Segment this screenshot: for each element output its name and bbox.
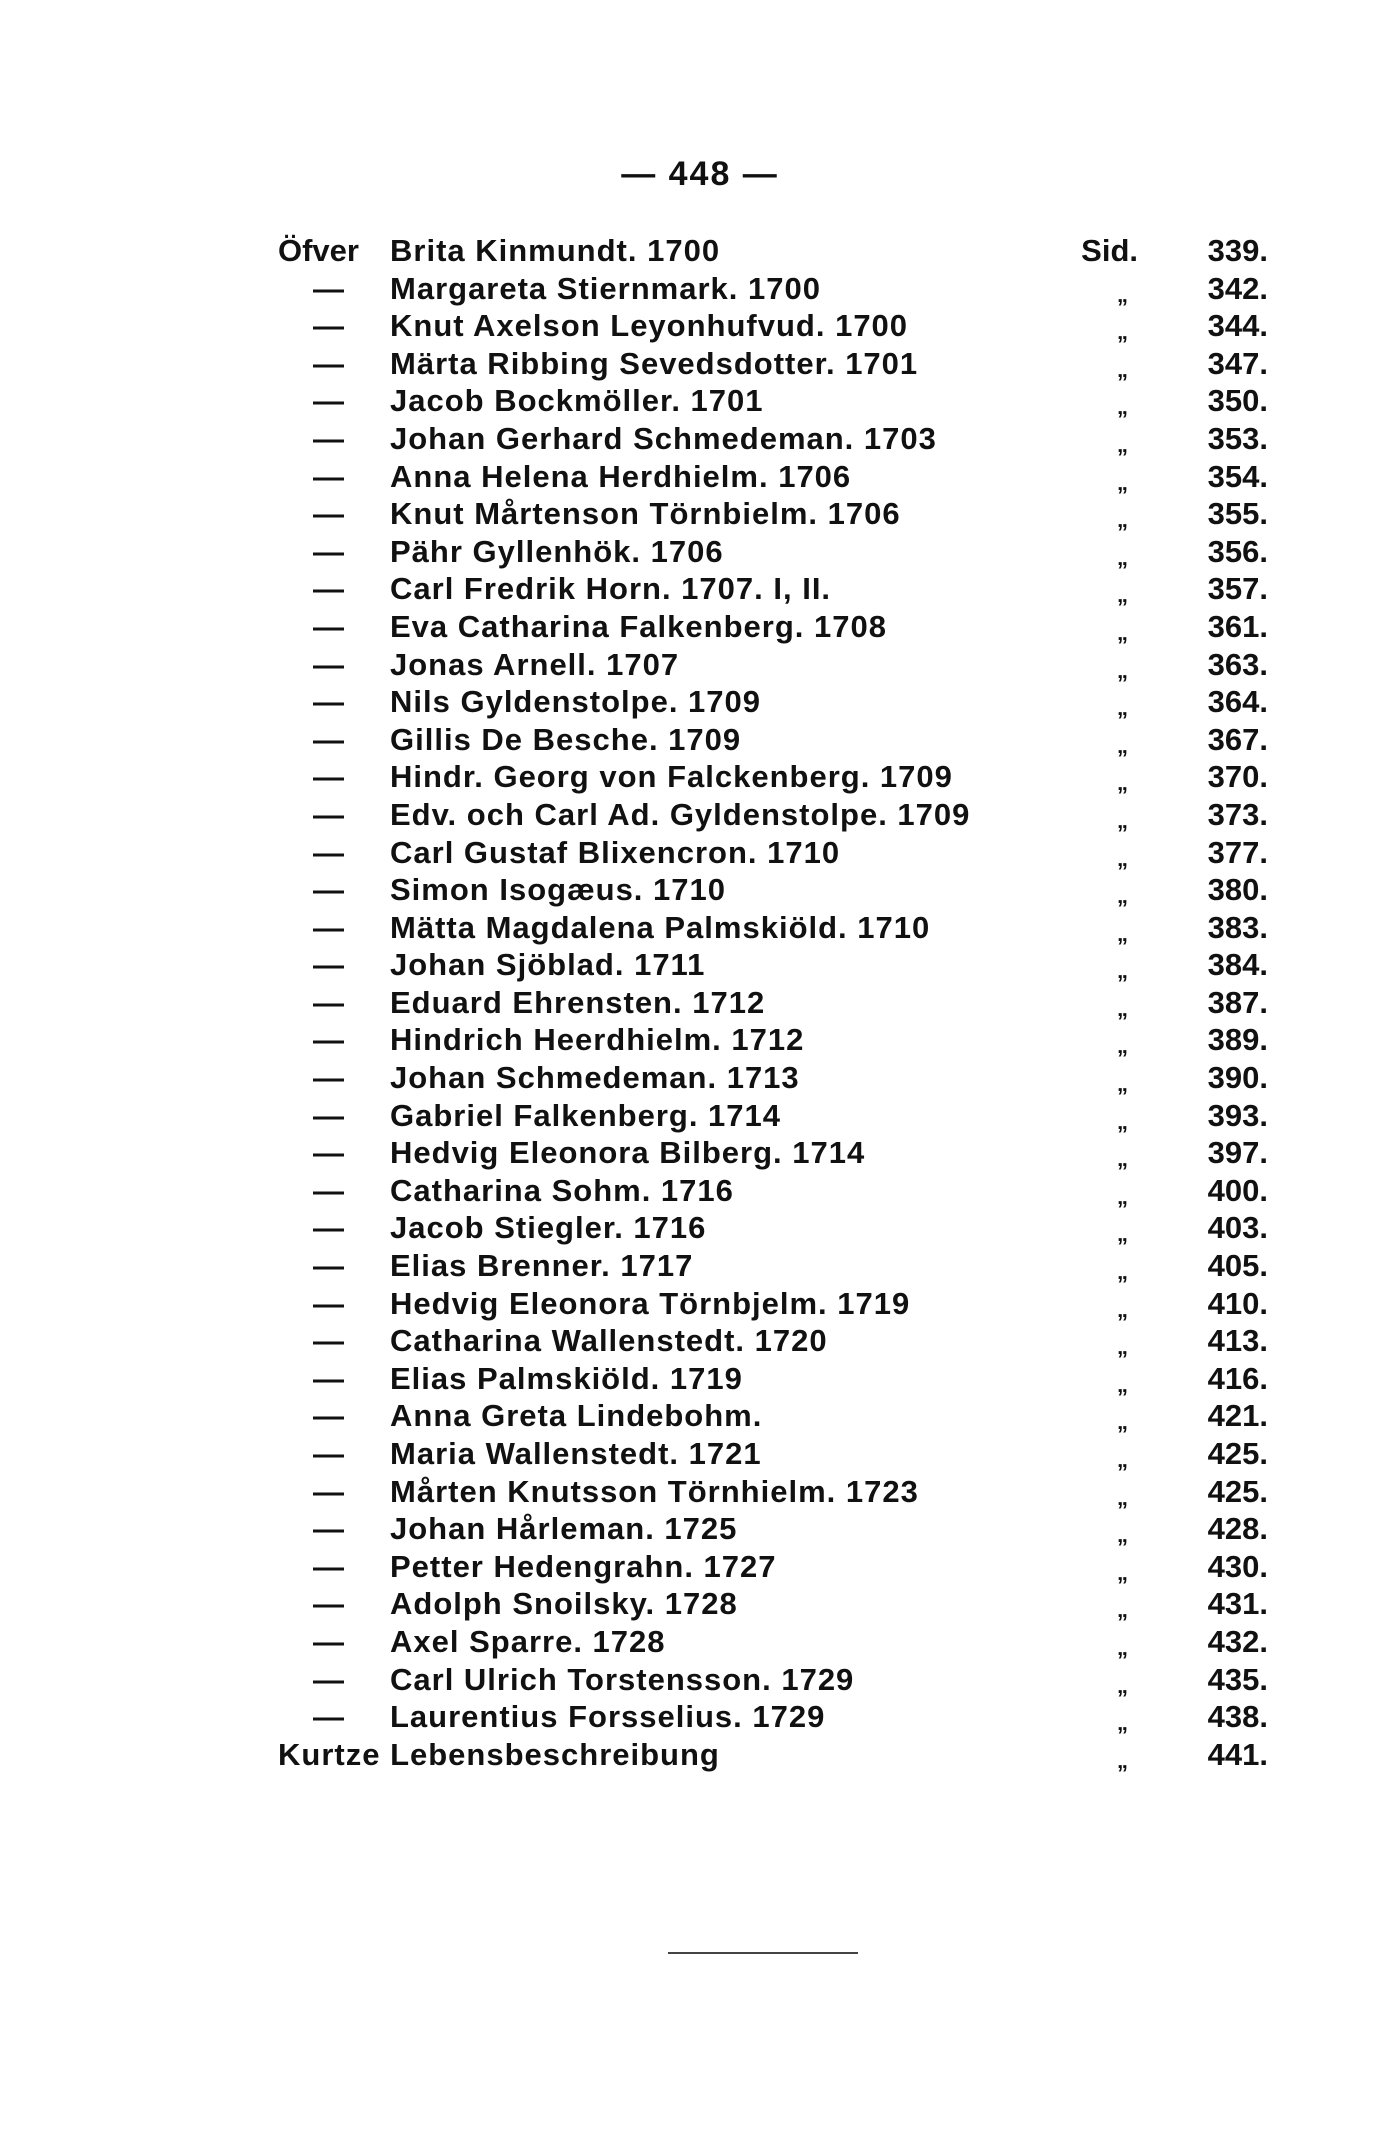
entry-prefix: —	[313, 834, 344, 870]
entry-page-number: 430.	[1207, 1548, 1268, 1584]
entry-page-number: 354.	[1207, 458, 1268, 494]
entry-prefix: —	[313, 872, 344, 908]
ditto-mark: „	[1117, 770, 1128, 796]
ditto-mark: „	[1117, 356, 1128, 382]
entry-page-number: 393.	[1207, 1097, 1268, 1133]
ditto-mark: „	[1117, 1296, 1128, 1322]
ditto-mark: „	[1117, 281, 1128, 307]
entry-prefix: —	[313, 345, 344, 381]
ditto-mark: „	[1117, 958, 1128, 984]
toc-entry	[278, 909, 1268, 947]
ditto-mark: „	[1117, 1409, 1128, 1435]
entry-name: Mätta Magdalena Palmskiöld. 1710	[390, 909, 931, 945]
entry-name: Eva Catharina Falkenberg. 1708	[390, 608, 887, 644]
entry-page-number: 438.	[1207, 1699, 1268, 1735]
ditto-mark: „	[1117, 1071, 1128, 1097]
ditto-mark: „	[1117, 1710, 1128, 1736]
sid-label: Sid.	[1081, 233, 1138, 268]
entry-name: Laurentius Forsselius. 1729	[390, 1699, 826, 1735]
entry-page-number: 390.	[1207, 1060, 1268, 1096]
ditto-mark: „	[1117, 807, 1128, 833]
entry-page-number: 413.	[1207, 1323, 1268, 1359]
entry-prefix: —	[313, 1623, 344, 1659]
toc-entry	[278, 984, 1268, 1022]
ditto-mark: „	[1117, 657, 1128, 683]
entry-name: Hedvig Eleonora Bilberg. 1714	[390, 1135, 866, 1171]
entry-prefix: —	[313, 1210, 344, 1246]
toc-entry	[278, 646, 1268, 684]
entry-name: Catharina Sohm. 1716	[390, 1172, 734, 1208]
toc-entry	[278, 721, 1268, 759]
ditto-mark: „	[1117, 619, 1128, 645]
entry-page-number: 397.	[1207, 1135, 1268, 1171]
entry-page-number: 400.	[1207, 1172, 1268, 1208]
entry-prefix: —	[313, 308, 344, 344]
entry-name: Carl Ulrich Torstensson. 1729	[390, 1661, 855, 1697]
entry-prefix: —	[313, 947, 344, 983]
ditto-mark: „	[1117, 1221, 1128, 1247]
toc-entry	[278, 1021, 1268, 1059]
entry-prefix: —	[313, 721, 344, 757]
ditto-mark: „	[1117, 1447, 1128, 1472]
entry-prefix: —	[313, 1248, 344, 1284]
ditto-mark: „	[1117, 582, 1128, 608]
entry-page-number: 342.	[1207, 270, 1268, 306]
toc-entry	[278, 1736, 1268, 1774]
entry-prefix: —	[313, 796, 344, 832]
ditto-mark: „	[1117, 1108, 1128, 1134]
toc-entry	[278, 345, 1268, 383]
toc-entry	[278, 683, 1268, 721]
toc-entry	[278, 1435, 1268, 1473]
entry-prefix: —	[313, 1323, 344, 1359]
ditto-mark: „	[1117, 319, 1128, 345]
toc-entry	[278, 1322, 1268, 1360]
table-of-contents	[278, 232, 1268, 1773]
ditto-mark: „	[1117, 1183, 1128, 1209]
entry-name: Anna Helena Herdhielm. 1706	[390, 458, 852, 494]
entry-prefix: —	[313, 1548, 344, 1584]
entry-page-number: 364.	[1207, 684, 1268, 720]
entry-name: Hindr. Georg von Falckenberg. 1709	[390, 759, 953, 795]
entry-page-number: 356.	[1207, 533, 1268, 569]
entry-prefix: —	[313, 1586, 344, 1622]
entry-prefix: —	[313, 1436, 344, 1471]
ditto-mark: „	[1117, 695, 1128, 721]
ditto-mark: „	[1117, 1334, 1128, 1360]
entry-prefix: —	[313, 1699, 344, 1735]
entry-name: Margareta Stiernmark. 1700	[390, 270, 821, 306]
entry-name: Elias Palmskiöld. 1719	[390, 1360, 743, 1396]
entry-name: Maria Wallenstedt. 1721	[390, 1436, 762, 1471]
toc-entry	[278, 1623, 1268, 1661]
toc-entry	[278, 1134, 1268, 1172]
toc-entry	[278, 1397, 1268, 1435]
entry-name: Johan Hårleman. 1725	[390, 1511, 738, 1547]
ditto-mark: „	[1117, 507, 1128, 533]
entry-name: Johan Schmedeman. 1713	[390, 1060, 800, 1096]
entry-page-number: 432.	[1207, 1623, 1268, 1659]
ditto-mark: „	[1117, 1484, 1128, 1510]
entry-prefix: —	[313, 646, 344, 682]
ditto-mark: „	[1117, 431, 1128, 457]
entry-page-number: 387.	[1207, 984, 1268, 1020]
toc-entry	[278, 458, 1268, 496]
entry-page-number: 355.	[1207, 496, 1268, 532]
entry-prefix: —	[313, 1060, 344, 1096]
entry-name: Carl Gustaf Blixencron. 1710	[390, 834, 841, 870]
toc-entry	[278, 758, 1268, 796]
ditto-mark: „	[1117, 1747, 1128, 1773]
entry-name: Anna Greta Lindebohm.	[390, 1398, 763, 1434]
toc-entry	[278, 495, 1268, 533]
entry-prefix: —	[313, 759, 344, 795]
entry-prefix: —	[313, 608, 344, 644]
ditto-mark: „	[1117, 469, 1128, 495]
toc-entry	[278, 1209, 1268, 1247]
entry-name: Catharina Wallenstedt. 1720	[390, 1323, 828, 1359]
entry-name: Jonas Arnell. 1707	[390, 646, 680, 682]
ditto-mark: „	[1117, 394, 1128, 420]
ditto-mark: „	[1117, 1634, 1128, 1660]
entry-prefix: —	[313, 1135, 344, 1171]
entry-name: Märta Ribbing Sevedsdotter. 1701	[390, 345, 919, 381]
toc-entry	[278, 1172, 1268, 1210]
page-number: — 448 —	[621, 155, 779, 193]
toc-entry	[278, 533, 1268, 571]
ditto-mark: „	[1117, 1559, 1128, 1585]
entry-page-number: 363.	[1207, 646, 1268, 682]
entry-page-number: 425.	[1207, 1436, 1268, 1471]
entry-name: Gabriel Falkenberg. 1714	[390, 1097, 782, 1133]
toc-entry	[278, 1097, 1268, 1135]
entry-name: Jacob Stiegler. 1716	[390, 1210, 707, 1246]
ditto-mark: „	[1117, 544, 1128, 570]
entry-prefix: —	[313, 458, 344, 494]
entry-name: Knut Mårtenson Törnbielm. 1706	[390, 496, 901, 532]
entry-prefix: —	[313, 1473, 344, 1509]
entry-page-number: 405.	[1207, 1248, 1268, 1284]
toc-entry	[278, 871, 1268, 909]
entry-name: Elias Brenner. 1717	[390, 1248, 694, 1284]
entry-prefix: —	[313, 1285, 344, 1321]
toc-entry	[278, 1548, 1268, 1586]
entry-page-number: 410.	[1207, 1285, 1268, 1321]
entry-prefix: —	[313, 383, 344, 419]
entry-prefix: —	[313, 909, 344, 945]
toc-entry	[278, 1585, 1268, 1623]
entry-page-number: 403.	[1207, 1210, 1268, 1246]
entry-page-number: 380.	[1207, 872, 1268, 908]
entry-prefix: —	[313, 1172, 344, 1208]
entry-page-number: 339.	[1207, 233, 1268, 268]
toc-entry	[278, 307, 1268, 345]
entry-name: Gillis De Besche. 1709	[390, 721, 742, 757]
entry-name: Knut Axelson Leyonhufvud. 1700	[390, 308, 909, 344]
entry-name: Nils Gyldenstolpe. 1709	[390, 684, 762, 720]
entry-page-number: 416.	[1207, 1360, 1268, 1396]
entry-name: Adolph Snoilsky. 1728	[390, 1586, 738, 1622]
entry-prefix: —	[313, 984, 344, 1020]
entry-prefix: —	[313, 1022, 344, 1058]
entry-page-number: 425.	[1207, 1473, 1268, 1509]
ditto-mark: „	[1117, 1672, 1128, 1698]
toc-entry	[278, 946, 1268, 984]
entry-name: Johan Sjöblad. 1711	[390, 947, 706, 983]
entry-name: Johan Gerhard Schmedeman. 1703	[390, 420, 937, 456]
entry-name: Hindrich Heerdhielm. 1712	[390, 1022, 805, 1058]
toc-entry	[278, 1059, 1268, 1097]
toc-entry	[278, 1285, 1268, 1323]
entry-name: Eduard Ehrensten. 1712	[390, 984, 766, 1020]
entry-page-number: 384.	[1207, 947, 1268, 983]
ditto-mark: „	[1117, 1033, 1128, 1059]
toc-entry	[278, 570, 1268, 608]
toc-entry	[278, 1698, 1268, 1736]
toc-entry	[278, 420, 1268, 458]
entry-page-number: 350.	[1207, 383, 1268, 419]
entry-page-number: 389.	[1207, 1022, 1268, 1058]
bottom-rule	[668, 1952, 858, 1954]
entry-name: Axel Sparre. 1728	[390, 1623, 666, 1659]
entry-page-number: 441.	[1207, 1736, 1268, 1772]
toc-entry	[278, 1661, 1268, 1699]
entry-page-number: 383.	[1207, 909, 1268, 945]
entry-prefix: —	[313, 1661, 344, 1697]
entry-page-number: 367.	[1207, 721, 1268, 757]
ditto-mark: „	[1117, 883, 1128, 909]
entry-name: Carl Fredrik Horn. 1707. I, II.	[390, 571, 832, 607]
toc-entry	[278, 270, 1268, 308]
entry-page-number: 347.	[1207, 345, 1268, 381]
ditto-mark: „	[1117, 920, 1128, 946]
entry-name: Petter Hedengrahn. 1727	[390, 1548, 777, 1584]
entry-prefix: —	[313, 1398, 344, 1434]
entry-name: Hedvig Eleonora Törnbjelm. 1719	[390, 1285, 911, 1321]
entry-prefix: —	[313, 1097, 344, 1133]
entry-name: Mårten Knutsson Törnhielm. 1723	[390, 1473, 919, 1509]
entry-name: Simon Isogæus. 1710	[390, 872, 726, 908]
entry-page-number: 431.	[1207, 1586, 1268, 1622]
ditto-mark: „	[1117, 732, 1128, 758]
entry-prefix: —	[313, 571, 344, 607]
toc-entry	[278, 1247, 1268, 1285]
entry-page-number: 421.	[1207, 1398, 1268, 1434]
entry-prefix: —	[313, 1360, 344, 1396]
toc-entry	[278, 834, 1268, 872]
entry-page-number: 344.	[1207, 308, 1268, 344]
toc-entry	[278, 796, 1268, 834]
ditto-mark: „	[1117, 1597, 1128, 1623]
ditto-mark: „	[1117, 1259, 1128, 1285]
entry-prefix: —	[313, 533, 344, 569]
entry-name: Jacob Bockmöller. 1701	[390, 383, 764, 419]
entry-name: Kurtze Lebensbeschreibung	[278, 1736, 720, 1772]
toc-entry	[278, 232, 1268, 270]
entry-page-number: 377.	[1207, 834, 1268, 870]
entry-page-number: 373.	[1207, 796, 1268, 832]
ditto-mark: „	[1117, 1522, 1128, 1548]
entry-name: Brita Kinmundt. 1700	[390, 233, 721, 268]
entry-prefix: —	[313, 270, 344, 306]
ditto-mark: „	[1117, 1146, 1128, 1172]
entry-name: Pähr Gyllenhök. 1706	[390, 533, 724, 569]
entry-page-number: 353.	[1207, 420, 1268, 456]
ditto-mark: „	[1117, 995, 1128, 1021]
toc-entry	[278, 1360, 1268, 1398]
entry-prefix: —	[313, 684, 344, 720]
toc-entry	[278, 382, 1268, 420]
entry-page-number: 435.	[1207, 1661, 1268, 1697]
ditto-mark: „	[1117, 845, 1128, 871]
entry-prefix: —	[313, 420, 344, 456]
entry-name: Edv. och Carl Ad. Gyldenstolpe. 1709	[390, 796, 971, 832]
toc-entry	[278, 608, 1268, 646]
entry-prefix: —	[313, 1511, 344, 1547]
entry-prefix: —	[313, 496, 344, 532]
toc-entry	[278, 1473, 1268, 1511]
ditto-mark: „	[1117, 1371, 1128, 1397]
entry-page-number: 370.	[1207, 759, 1268, 795]
entry-prefix: Öfver	[278, 233, 359, 268]
entry-page-number: 357.	[1207, 571, 1268, 607]
entry-page-number: 361.	[1207, 608, 1268, 644]
toc-entry	[278, 1510, 1268, 1548]
entry-page-number: 428.	[1207, 1511, 1268, 1547]
